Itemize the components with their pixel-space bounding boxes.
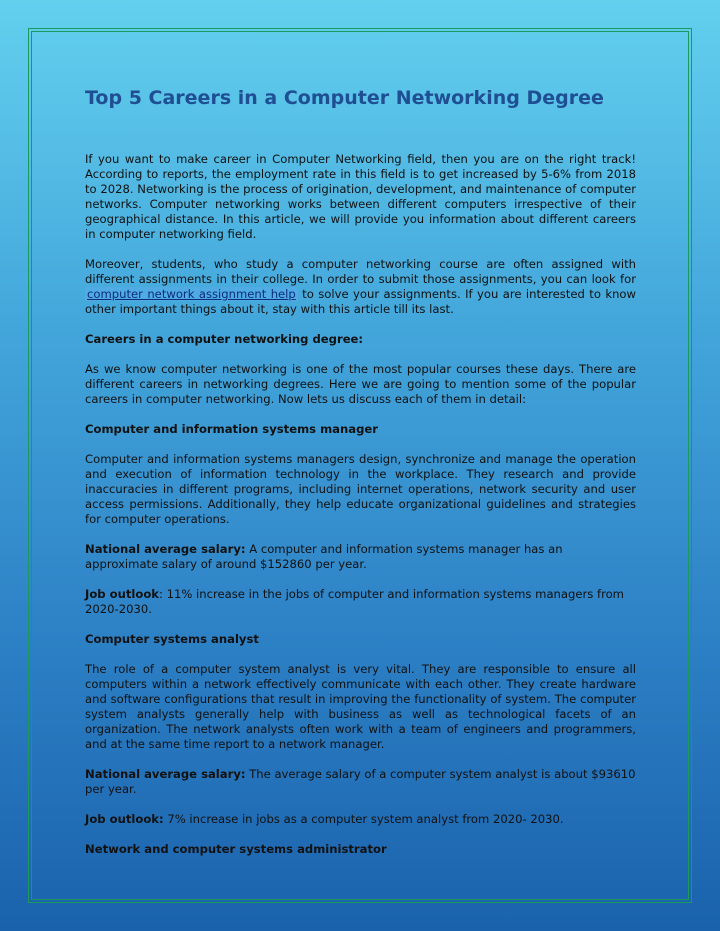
section-2-outlook bbox=[85, 812, 636, 827]
section-2-salary bbox=[85, 767, 636, 797]
intro-p2-text-before: Moreover, students, who study a computer networking course are often assigned with different assignments in their college. In order to submit those assignments, you can look for bbox=[85, 257, 636, 286]
salary-label: National average salary: bbox=[85, 767, 246, 781]
section-3-heading: Network and computer systems administrator bbox=[85, 842, 387, 856]
salary-text: A computer and information systems manager has an approximate salary of around $152860 per year. bbox=[85, 542, 563, 571]
careers-heading: Careers in a computer networking degree: bbox=[85, 332, 364, 346]
intro-p2-text-after: to solve your assignments. If you are interested to know other important things about it, stay with this article till its last. bbox=[85, 287, 636, 316]
careers-paragraph: As we know computer networking is one of the most popular courses these days. There are different careers in networking degrees. Here we are going to mention some of the popular careers in computer networking. Now lets us discuss each of them in detail: bbox=[85, 362, 636, 406]
intro-paragraph-2 bbox=[85, 257, 636, 317]
article bbox=[85, 86, 636, 872]
section-1-heading: Computer and information systems manager bbox=[85, 422, 378, 436]
section-2-heading: Computer systems analyst bbox=[85, 632, 259, 646]
outlook-label: Job outlook bbox=[85, 587, 159, 601]
outlook-label: Job outlook: bbox=[85, 812, 164, 826]
assignment-help-link[interactable]: computer network assignment help bbox=[87, 287, 296, 301]
outlook-text: : 11% increase in the jobs of computer and information systems managers from 2020-2030. bbox=[85, 587, 624, 616]
intro-paragraph-1: If you want to make career in Computer Networking field, then you are on the right track! According to reports, the employment rate in this field is to get increased by 5-6% from 2018 to 2028. Networking is the process of origination, development, and maintenance of computer networks. Computer networking works between different computers irrespective of their geographical distance. In this article, we will provide you information about different careers in computer networking field. bbox=[85, 152, 636, 241]
section-1-outlook bbox=[85, 587, 636, 617]
section-1-body: Computer and information systems managers design, synchronize and manage the operation and execution of information technology in the workplace. They research and provide inaccuracies in different programs, including internet operations, network security and user access permissions. Additionally, they help educate organizational guidelines and strategies for computer operations. bbox=[85, 452, 636, 526]
article-title: Top 5 Careers in a Computer Networking Degree bbox=[85, 87, 604, 109]
section-2-body: The role of a computer system analyst is very vital. They are responsible to ensure all computers within a network effectively communicate with each other. They create hardware and software configurations that result in improving the functionality of system. The computer system analysts generally help with business as well as technological facets of an organization. The network analysts often work with a team of engineers and programmers, and at the same time report to a network manager. bbox=[85, 662, 636, 751]
section-1-salary bbox=[85, 542, 636, 572]
salary-label: National average salary: bbox=[85, 542, 246, 556]
outlook-text: 7% increase in jobs as a computer system analyst from 2020- 2030. bbox=[163, 812, 564, 826]
salary-text: The average salary of a computer system analyst is about $93610 per year. bbox=[85, 767, 636, 796]
